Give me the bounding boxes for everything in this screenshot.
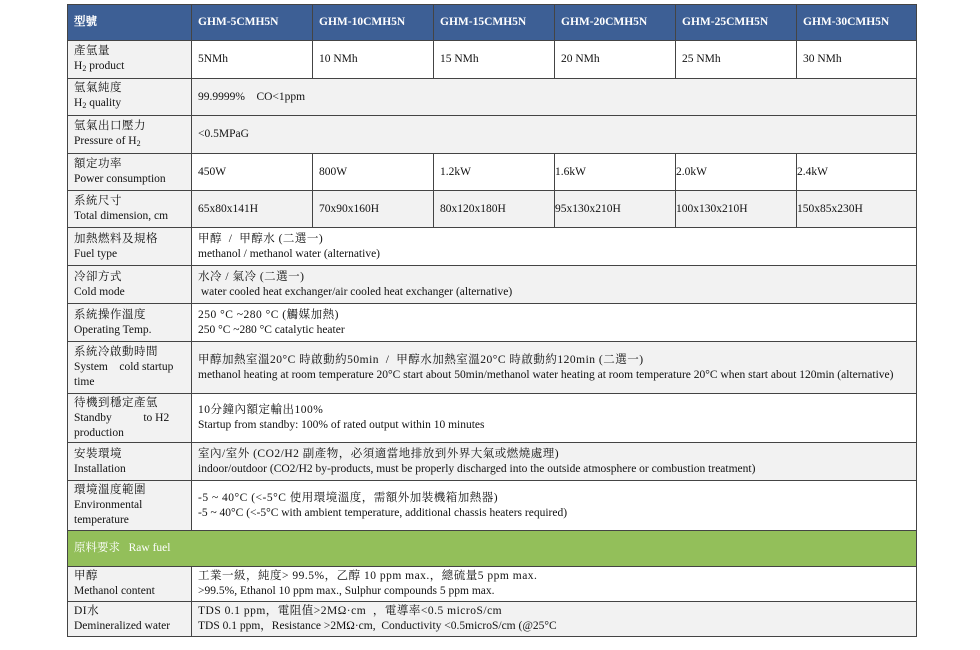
row-di-water [68, 602, 917, 637]
cell-value: 室內/室外 (CO2/H2 副產物，必須適當地排放到外界大氣或燃燒處理) indoor/outdoor (CO2/H2 by-products, must be properly discharged into the outside atmosphere or combustion treatment) [192, 443, 917, 481]
row-label: 加熱燃料及規格 Fuel type [68, 228, 192, 266]
cell-value: 250 °C ~280 °C (觸媒加熱) 250 °C ~280 °C catalytic heater [192, 304, 917, 342]
cell-value: 5NMh [192, 41, 313, 79]
row-label: 氫氣出口壓力 Pressure of $H_2$ [68, 116, 192, 154]
header-label: 型號 [68, 5, 192, 41]
cell-value: 2.4kW [797, 154, 917, 191]
cell-value: <0.5MPaG [192, 116, 917, 154]
row-label: 氫氣純度 $H_2$ quality [68, 79, 192, 116]
cell-value: 1.6kW [555, 154, 676, 191]
cell-value: TDS 0.1 ppm，電阻值>2MΩ·cm ，電導率<0.5 microS/cm TDS 0.1 ppm，Resistance >2MΩ·cm, Conductivity <0.5microS/cm (@25°C [192, 602, 917, 637]
section-title: 原料要求 Raw fuel [68, 531, 917, 567]
row-cooling [68, 266, 917, 304]
cell-value: 甲醇 / 甲醇水 (二選一) methanol / methanol water (alternative) [192, 228, 917, 266]
cell-value: 70x90x160H [313, 191, 434, 228]
model-name: GHM-30CMH5N [797, 5, 917, 41]
cell-value: 甲醇加熱室溫20°C 時啟動約50min / 甲醇水加熱室溫20°C 時啟動約120min (二選一) methanol heating at room temperature 20°C start about 50min/methanol water heating at room temperature 20°C when start about 120min (alternative) [192, 342, 917, 394]
row-standby [68, 394, 917, 443]
model-name: GHM-15CMH5N [434, 5, 555, 41]
cell-value: 30 NMh [797, 41, 917, 79]
cell-value: 99.9999% CO<1ppm [192, 79, 917, 116]
cell-value: 150x85x230H [797, 191, 917, 228]
cell-value: 2.0kW [676, 154, 797, 191]
cell-value: 800W [313, 154, 434, 191]
row-label: 環境溫度範圍 Environmental temperature [68, 481, 192, 531]
cell-value: 15 NMh [434, 41, 555, 79]
cell-value: 65x80x141H [192, 191, 313, 228]
section-raw-fuel [68, 531, 917, 567]
cell-value: 10 NMh [313, 41, 434, 79]
row-production [68, 41, 917, 79]
cell-value: 80x120x180H [434, 191, 555, 228]
header-row [68, 5, 917, 41]
row-label: 安裝環境 Installation [68, 443, 192, 481]
row-label: DI水 Demineralized water [68, 602, 192, 637]
model-name: GHM-20CMH5N [555, 5, 676, 41]
row-environment [68, 481, 917, 531]
row-label: 產氫量 $H_2$ product [68, 41, 192, 79]
model-name: GHM-10CMH5N [313, 5, 434, 41]
cell-value: 1.2kW [434, 154, 555, 191]
row-label: 額定功率 Power consumption [68, 154, 192, 191]
row-label: 系統操作溫度 Operating Temp. [68, 304, 192, 342]
model-name: GHM-25CMH5N [676, 5, 797, 41]
row-fuel [68, 228, 917, 266]
spec-table [67, 4, 917, 637]
cell-value: 工業一級，純度> 99.5%，乙醇 10 ppm max.，總硫量5 ppm max. >99.5%, Ethanol 10 ppm max., Sulphur compounds 5 ppm max. [192, 567, 917, 602]
row-quality [68, 79, 917, 116]
cell-value: 20 NMh [555, 41, 676, 79]
row-dimension [68, 191, 917, 228]
row-startup [68, 342, 917, 394]
cell-value: 25 NMh [676, 41, 797, 79]
row-installation [68, 443, 917, 481]
cell-value: 水冷 / 氣冷 (二選一) water cooled heat exchanger/air cooled heat exchanger (alternative) [192, 266, 917, 304]
cell-value: -5 ~ 40°C (<-5°C 使用環境溫度，需額外加裝機箱加熱器) -5 ~ 40°C (<-5°C with ambient temperature, additional chassis heaters required) [192, 481, 917, 531]
cell-value: 100x130x210H [676, 191, 797, 228]
row-label: 系統冷啟動時間 System cold startup time [68, 342, 192, 394]
model-name: GHM-5CMH5N [192, 5, 313, 41]
row-label: 待機到穩定產氫 Standby to H2 production [68, 394, 192, 443]
row-label: 冷卻方式 Cold mode [68, 266, 192, 304]
row-methanol [68, 567, 917, 602]
row-pressure [68, 116, 917, 154]
row-power [68, 154, 917, 191]
row-label: 系統尺寸 Total dimension, cm [68, 191, 192, 228]
row-operating [68, 304, 917, 342]
cell-value: 450W [192, 154, 313, 191]
cell-value: 10分鐘內額定輸出100% Startup from standby: 100% of rated output within 10 minutes [192, 394, 917, 443]
cell-value: 95x130x210H [555, 191, 676, 228]
row-label: 甲醇 Methanol content [68, 567, 192, 602]
